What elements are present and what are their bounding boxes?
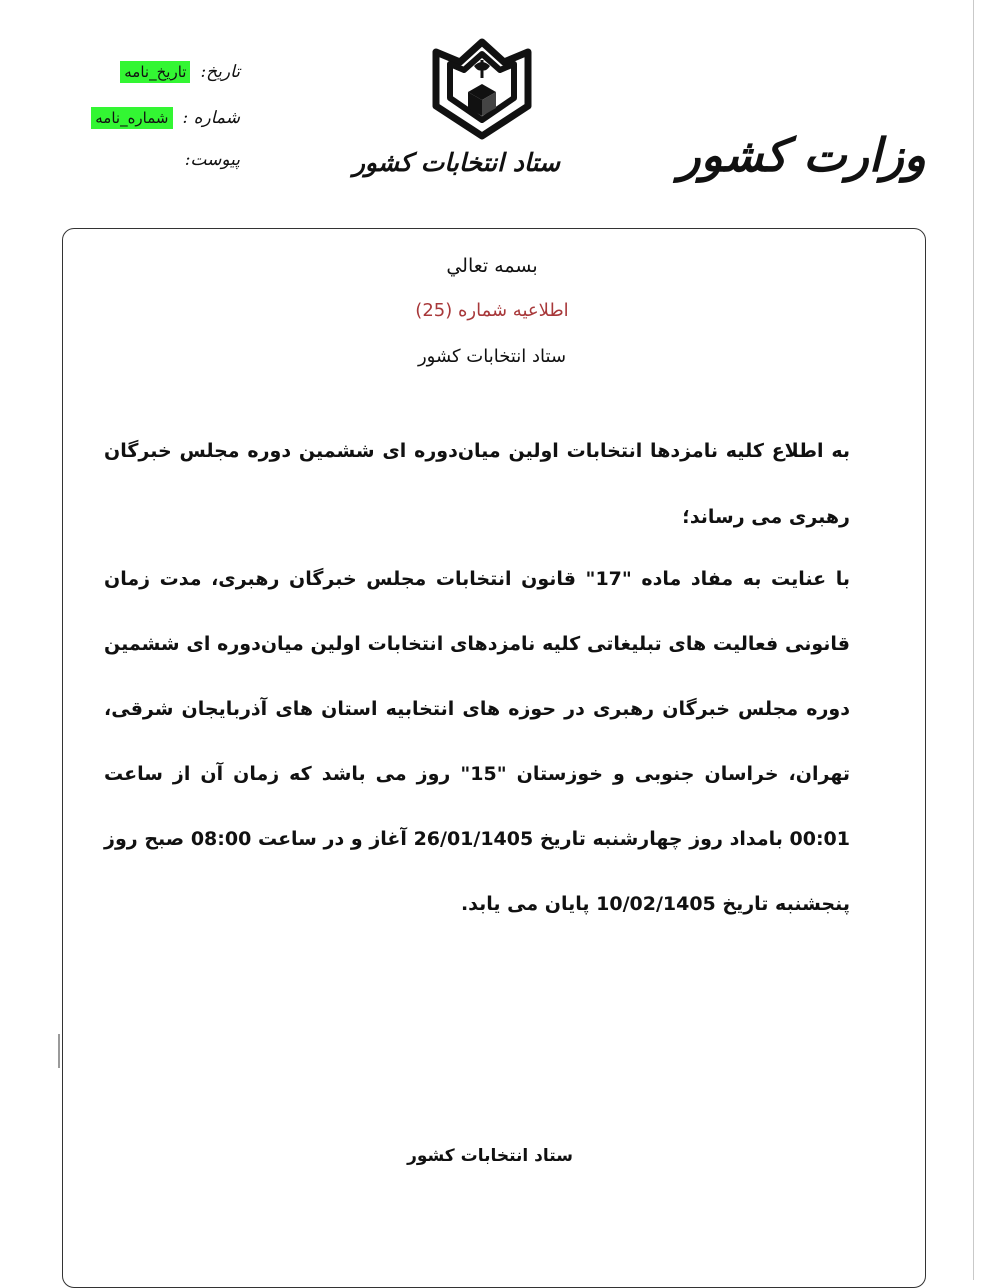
number-value: شماره_نامه bbox=[91, 107, 172, 129]
date-label: تاریخ: bbox=[200, 62, 240, 82]
letter-paragraph-intro: به اطلاع كليه نامزدها انتخابات اولين ميان‌دوره ای ششمين دوره مجلس خبرگان رهبری می رساند؛ bbox=[104, 440, 850, 528]
election-emblem-icon bbox=[432, 36, 532, 140]
ministry-name: وزارت کشور bbox=[678, 128, 926, 182]
issuer-name: ستاد انتخابات کشور bbox=[417, 346, 567, 367]
date-value: تاریخ_نامه bbox=[120, 61, 190, 83]
scroll-indicator[interactable] bbox=[58, 1034, 60, 1068]
attachment-label: پیوست: bbox=[184, 150, 240, 170]
election-headquarters-caption: ستاد انتخابات کشور bbox=[352, 148, 560, 177]
number-field bbox=[91, 104, 240, 132]
signature: ستاد انتخابات کشور bbox=[407, 1146, 573, 1166]
date-field bbox=[120, 58, 240, 86]
number-label: شماره : bbox=[182, 108, 240, 128]
announcement-title: اطلاعیه شماره (25) bbox=[415, 300, 569, 321]
letter-paragraph-main: با عنايت به مفاد ماده "17" قانون انتخابات مجلس خبرگان رهبری، مدت زمان قانونی فعاليت های تبليغاتی کليه نامزدهای انتخابات اولين ميان‌دوره ای ششمين دوره مجلس خبرگان رهبری در حوزه های انتخابيه استان های آذربايجان شرقی، تهران، خراسان جنوبی و خوزستان "15" روز می باشد که زمان آن از ساعت 00:01 بامداد روز چهارشنبه تاريخ 26/01/1405 آغاز و در ساعت 08:00 صبح روز پنجشنبه تاريخ 10/02/1405 پايان می يابد. bbox=[104, 568, 851, 915]
page-edge bbox=[973, 0, 974, 1280]
attachment-field bbox=[175, 146, 240, 174]
basmala: بسمه تعالي bbox=[446, 255, 538, 277]
